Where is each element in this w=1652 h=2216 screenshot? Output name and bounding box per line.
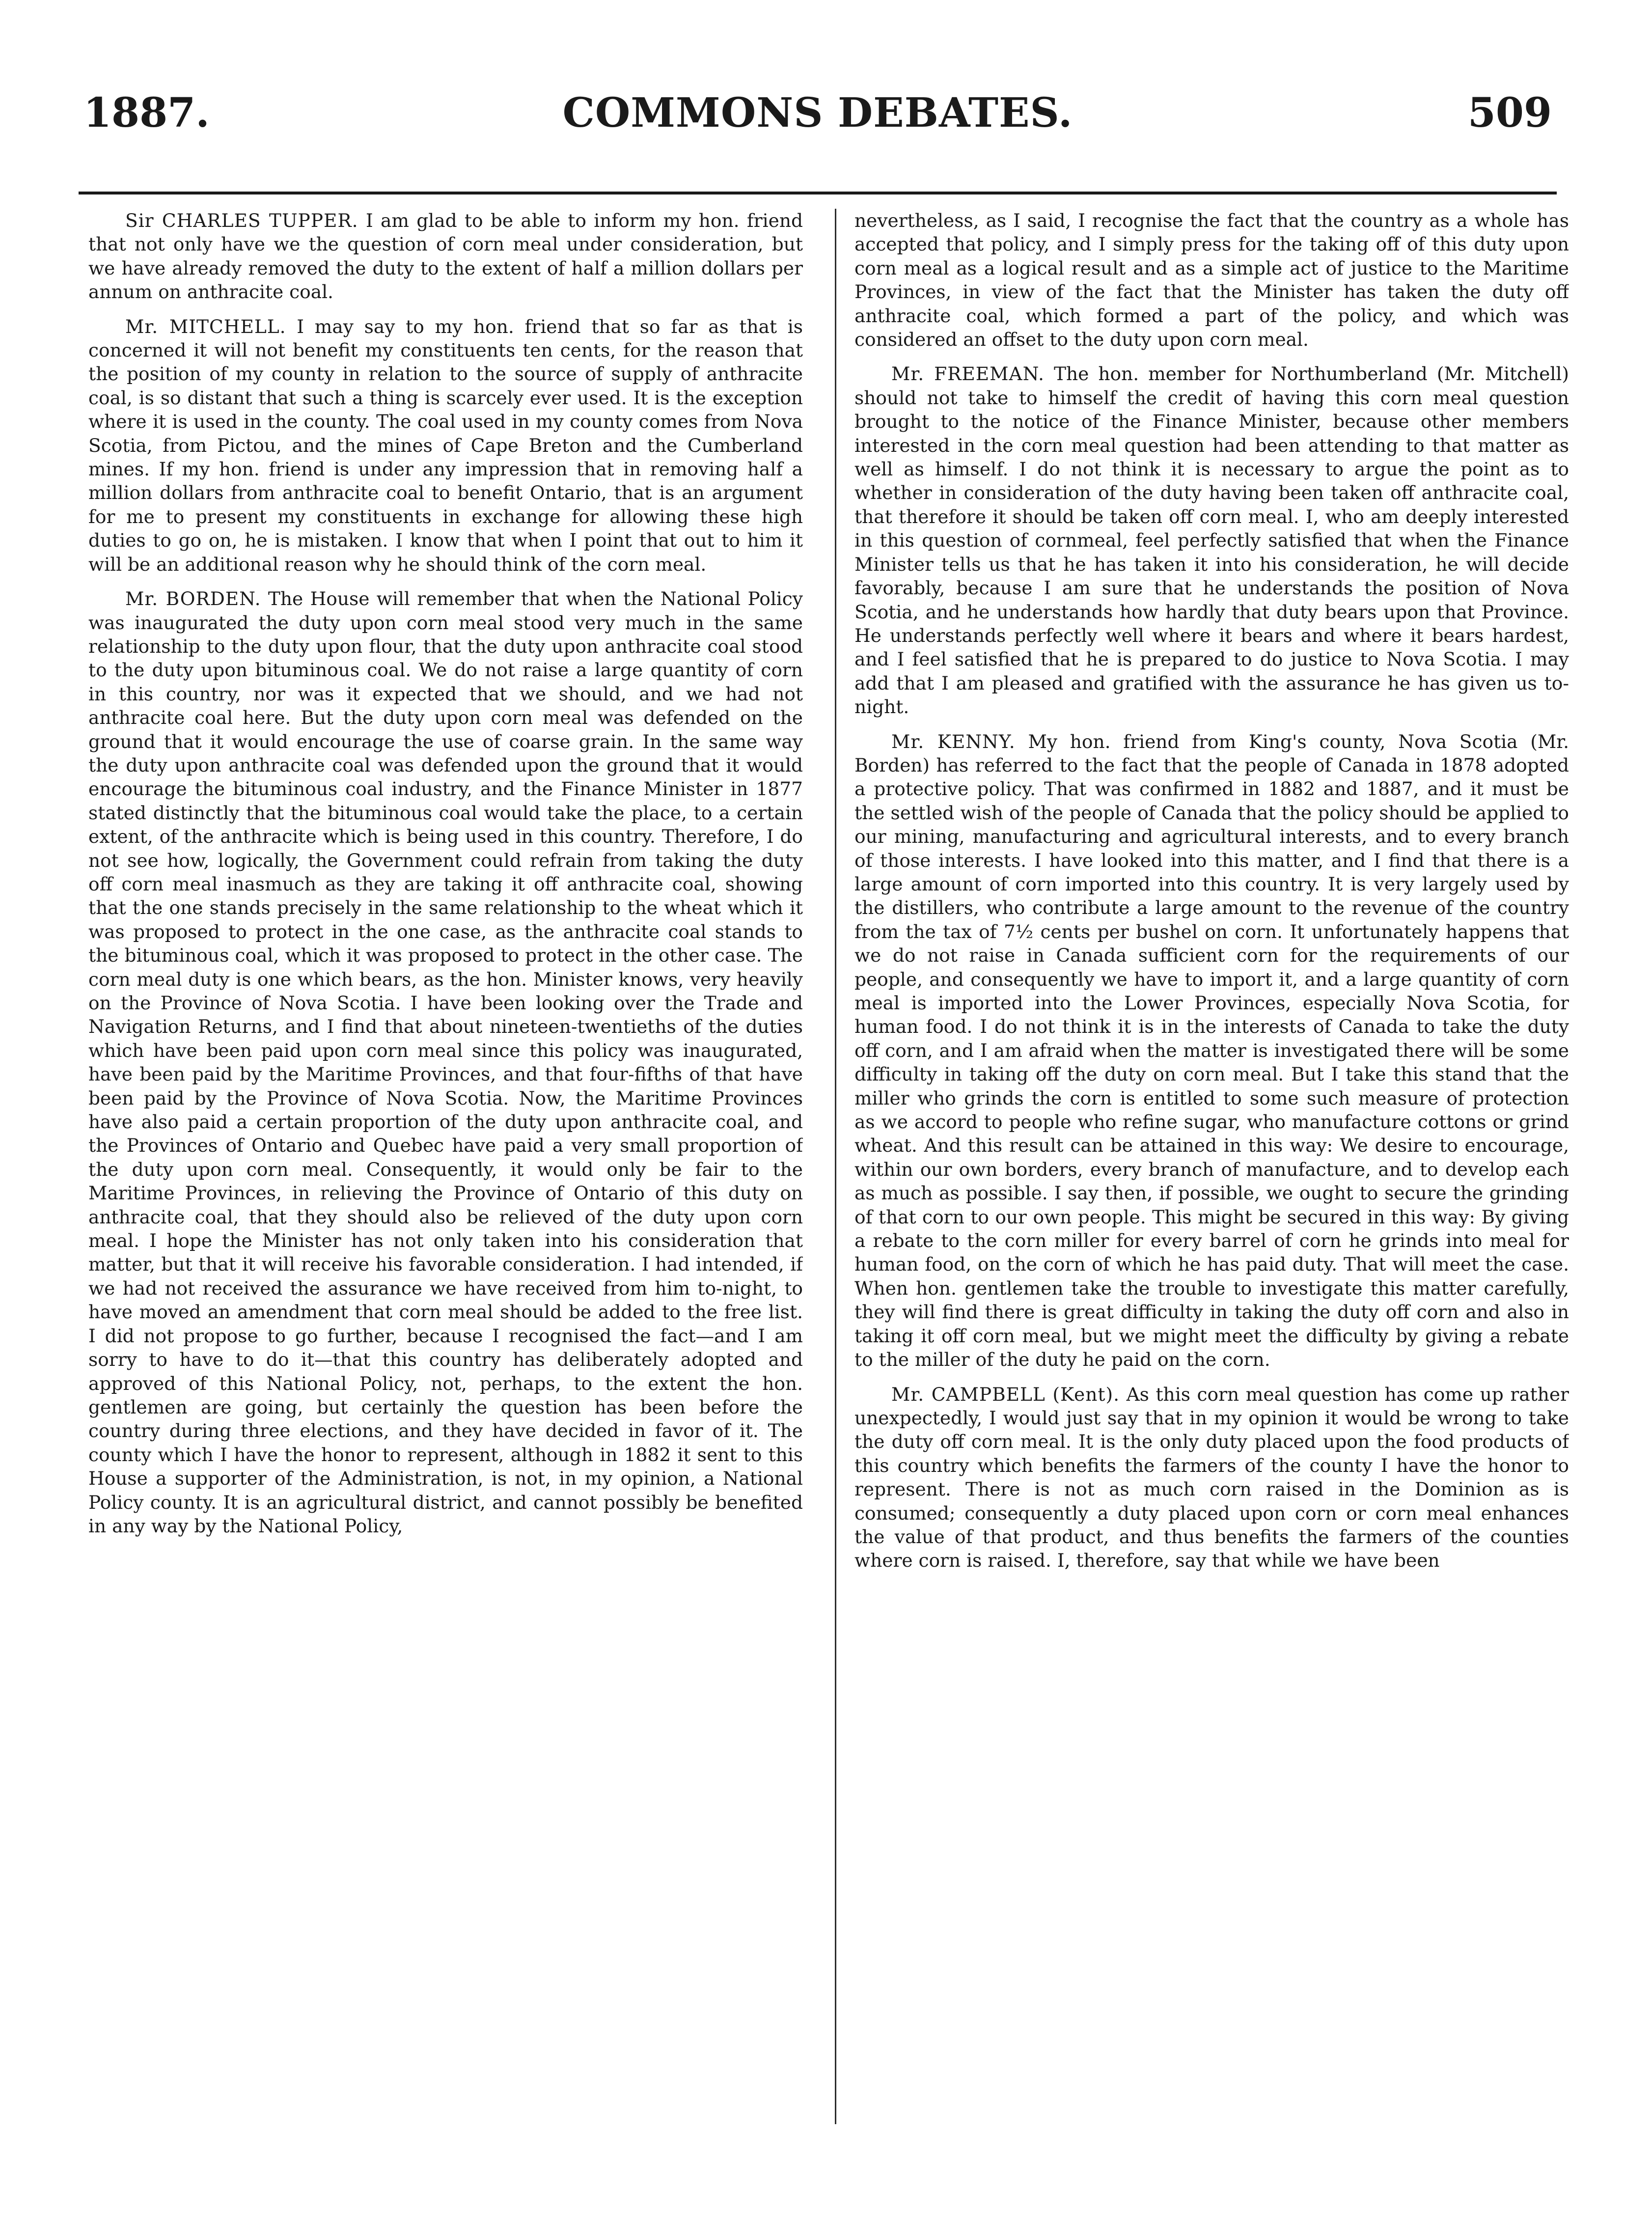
speech-text: nevertheless, as I said, I recognise the fact that the country as a whole has accepted that policy, and I simply press for the taking off of this duty upon corn meal as a logical result and as a simple act of justice to the Maritime Provinces, in view of the fact that the Minister has taken the duty off anthracite coal, which formed a part of the policy, and which was considered an offset to the duty upon corn meal.: [854, 210, 1569, 351]
header-rule: [79, 192, 1557, 194]
speech-paragraph: [88, 315, 803, 576]
speech-text: The House will remember that when the National Policy was inaugurated the duty upon corn meal stood very much in the same relationship to the duty upon flour, that the duty upon anthracite coal stood to the duty upon bituminous coal. We do not raise a large quantity of corn in this country, nor was it expected that we should, and we had not anthracite coal here. But the duty upon corn meal was defended on the ground that it would encourage the use of coarse grain. In the same way the duty upon anthracite coal was defended upon the ground that it would encourage the bituminous coal industry, and the Finance Minister in 1877 stated distinctly that the bituminous coal would take the place, to a certain extent, of the anthracite which is being used in this country. Therefore, I do not see how, logically, the Government could refrain from taking the duty off corn meal inasmuch as they are taking it off anthracite coal, showing that the one stands precisely in the same relationship to the wheat which it was proposed to protect in the one case, as the anthracite coal stands to the bituminous coal, which it was proposed to protect in the other case. The corn meal duty is one which bears, as the hon. Minister knows, very heavily on the Province of Nova Scotia. I have been looking over the Trade and Navigation Returns, and I find that about nineteen-twentieths of the duties which have been paid upon corn meal since this policy was inaugurated, have been paid by the Maritime Provinces, and that four-fifths of that have been paid by the Province of Nova Scotia. Now, the Maritime Provinces have also paid a certain proportion of the duty upon anthracite coal, and the Provinces of Ontario and Quebec have paid a very small proportion of the duty upon corn meal. Consequently, it would only be fair to the Maritime Provinces, in relieving the Province of Ontario of this duty on anthracite coal, that they should also be relieved of the duty upon corn meal. I hope the Minister has not only taken into his consideration that matter, but that it will receive his favorable consideration. I had intended, if we had not received the assurance we have received from him to-night, to have moved an amendment that corn meal should be added to the free list. I did not propose to go further, because I recognised the fact—and I am sorry to have to do it—that this country has deliberately adopted and approved of this National Policy, not, perhaps, to the extent the hon. gentlemen are going, but certainly the question has been before the country during three elections, and they have decided in favor of it. The county which I have the honor to represent, although in 1882 it sent to this House a supporter of the Administration, is not, in my opinion, a National Policy county. It is an agricultural district, and cannot possibly be benefited in any way by the National Policy,: [88, 588, 803, 1537]
speaker-name: Sir CHARLES TUPPER.: [125, 210, 358, 231]
header-year: 1887.: [83, 89, 210, 137]
speech-text: I am glad to be able to inform my hon. friend that not only have we the question of corn meal under consideration, but we have already removed the duty to the extent of half a million dollars per annum on anthracite coal.: [88, 210, 803, 303]
speech-paragraph: [854, 362, 1569, 719]
document-page: [74, 74, 1569, 2146]
speech-paragraph-continued: [854, 209, 1569, 351]
speaker-name: Mr. FREEMAN.: [891, 363, 1045, 385]
column-divider: [835, 209, 836, 2124]
speech-paragraph: [854, 1383, 1569, 1573]
page-header: [74, 74, 1562, 147]
speech-text: My hon. friend from King's county, Nova Scotia (Mr. Borden) has referred to the fact that the people of Canada in 1878 adopted a protective policy. That was confirmed in 1882 and 1887, and it must be the settled wish of the people of Canada that the policy should be applied to our mining, manufacturing and agricultural interests, and to every branch of those interests. I have looked into this matter, and I find that there is a large amount of corn imported into this country. It is very largely used by the distillers, who contribute a large amount to the revenue of the country from the tax of 7½ cents per bushel on corn. It unfortunately happens that we do not raise in Canada sufficient corn for the requirements of our people, and consequently we have to import it, and a large quantity of corn meal is imported into the Lower Provinces, especially Nova Scotia, for human food. I do not think it is in the interests of Canada to take the duty off corn, and I am afraid when the matter is investigated there will be some difficulty in taking off the duty on corn meal. But I take this stand that the miller who grinds the corn is entitled to some such measure of protection as we accord to people who refine sugar, who manufacture cottons or grind wheat. And this result can be attained in this way: We desire to encourage, within our own borders, every branch of manufacture, and to develop each as much as possible. I say then, if possible, we ought to secure the grinding of that corn to our own people. This might be secured in this way: By giving a rebate to the corn miller for every barrel of corn he grinds into meal for human food, on the corn of which he has paid duty. That will meet the case. When hon. gentlemen take the trouble to investigate this matter carefully, they will find there is great difficulty in taking the duty off corn and also in taking it off corn meal, but we might meet the difficulty by giving a rebate to the miller of the duty he paid on the corn.: [854, 730, 1569, 1371]
speaker-name: Mr. BORDEN.: [125, 588, 261, 610]
speech-text: The hon. member for Northumberland (Mr. Mitchell) should not take to himself the credit of having this corn meal question brought to the notice of the Finance Minister, because other members interested in the corn meal question had been attending to that matter as well as himself. I do not think it is necessary to argue the point as to whether in consideration of the duty having been taken off anthracite coal, that therefore it should be taken off corn meal. I, who am deeply interested in this question of cornmeal, feel perfectly satisfied that when the Finance Minister tells us that he has taken it into his consideration, he will decide favorably, because I am sure that he understands the position of Nova Scotia, and he understands how hardly that duty bears upon that Province. He understands perfectly well where it bears and where it bears hardest, and I feel satisfied that he is prepared to do justice to Nova Scotia. I may add that I am pleased and gratified with the assurance he has given us to-night.: [854, 363, 1569, 718]
speech-paragraph: [854, 730, 1569, 1372]
speech-text: I may say to my hon. friend that so far as that is concerned it will not benefit my constituents ten cents, for the reason that the position of my county in relation to the source of supply of anthracite coal, is so distant that such a thing is scarcely ever used. It is the exception where it is used in the county. The coal used in my county comes from Nova Scotia, from Pictou, and the mines of Cape Breton and the Cumberland mines. If my hon. friend is under any impression that in removing half a million dollars from anthracite coal to benefit Ontario, that is an argument for me to present my constituents in exchange for allowing these high duties to go on, he is mistaken. I know that when I point that out to him it will be an additional reason why he should think of the corn meal.: [88, 315, 803, 575]
speaker-name: Mr. KENNY.: [891, 730, 1016, 752]
header-title: COMMONS DEBATES.: [562, 89, 1073, 137]
speech-text: As this corn meal question has come up rather unexpectedly, I would just say that in my opinion it would be wrong to take the duty off corn meal. It is the only duty placed upon the food products of this country which benefits the farmers of the county I have the honor to represent. There is not as much corn raised in the Dominion as is consumed; consequently a duty placed upon corn or corn meal enhances the value of that product, and thus benefits the farmers of the counties where corn is raised. I, therefore, say that while we have been: [854, 1383, 1569, 1572]
speaker-name: Mr. CAMPBELL (Kent).: [891, 1383, 1120, 1405]
speaker-name: Mr. MITCHELL.: [125, 315, 286, 337]
header-page-number: 509: [1467, 89, 1552, 137]
speech-paragraph: [88, 587, 803, 1538]
left-column: [88, 209, 803, 2127]
speech-paragraph: [88, 209, 803, 304]
right-column: [854, 209, 1569, 2127]
